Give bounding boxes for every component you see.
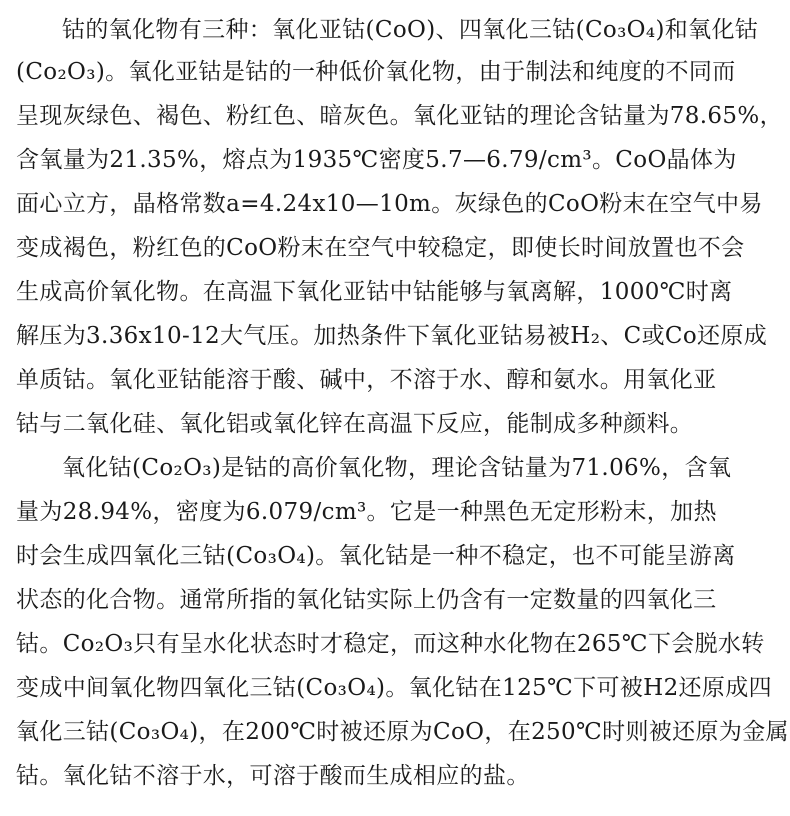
paragraph-2-line-2: 量为28.94%，密度为6.079/cm³。它是一种黑色无定形粉末，加热: [16, 499, 717, 525]
paragraph-2-line-3: 时会生成四氧化三钴(Co₃O₄)。氧化钴是一种不稳定，也不可能呈游离: [16, 543, 736, 569]
paragraph-1-line-7: 生成高价氧化物。在高温下氧化亚钴中钴能够与氧离解，1000℃时离: [16, 279, 733, 305]
paragraph-2-line-1: 氧化钴(Co₂O₃)是钴的高价氧化物，理论含钴量为71.06%，含氧: [62, 455, 732, 481]
paragraph-1-line-6: 变成褐色，粉红色的CoO粉末在空气中较稳定，即使长时间放置也不会: [16, 235, 745, 261]
paragraph-1-line-9: 单质钴。氧化亚钴能溶于酸、碱中，不溶于水、醇和氨水。用氧化亚: [16, 367, 717, 393]
paragraph-2-line-4: 状态的化合物。通常所指的氧化钴实际上仍含有一定数量的四氧化三: [16, 587, 717, 613]
paragraph-1-line-8: 解压为3.36x10-12大气压。加热条件下氧化亚钴易被H₂、C或Co还原成: [16, 323, 768, 349]
paragraph-1-line-5: 面心立方，晶格常数a=4.24x10—10m。灰绿色的CoO粉末在空气中易: [16, 191, 763, 217]
paragraph-1-line-1: 钴的氧化物有三种：氧化亚钴(CoO)、四氧化三钴(Co₃O₄)和氧化钴: [62, 17, 759, 43]
paragraph-2-line-8: 钴。氧化钴不溶于水，可溶于酸而生成相应的盐。: [16, 763, 530, 789]
paragraph-1-line-3: 呈现灰绿色、褐色、粉红色、暗灰色。氧化亚钴的理论含钴量为78.65%，: [16, 103, 783, 129]
paragraph-1-line-2: (Co₂O₃)。氧化亚钴是钴的一种低价氧化物，由于制法和纯度的不同而: [16, 59, 736, 85]
paragraph-1-line-10: 钴与二氧化硅、氧化铝或氧化锌在高温下反应，能制成多种颜料。: [16, 411, 694, 437]
paragraph-2-line-7: 氧化三钴(Co₃O₄)，在200℃时被还原为CoO，在250℃时则被还原为金属: [16, 719, 789, 745]
paragraph-2-line-5: 钴。Co₂O₃只有呈水化状态时才稳定，而这种水化物在265℃下会脱水转: [16, 631, 765, 657]
paragraph-2-line-6: 变成中间氧化物四氧化三钴(Co₃O₄)。氧化钴在125℃下可被H2还原成四: [16, 675, 772, 701]
paragraph-1-line-4: 含氧量为21.35%，熔点为1935℃密度5.7—6.79/cm³。CoO晶体为: [16, 147, 737, 173]
